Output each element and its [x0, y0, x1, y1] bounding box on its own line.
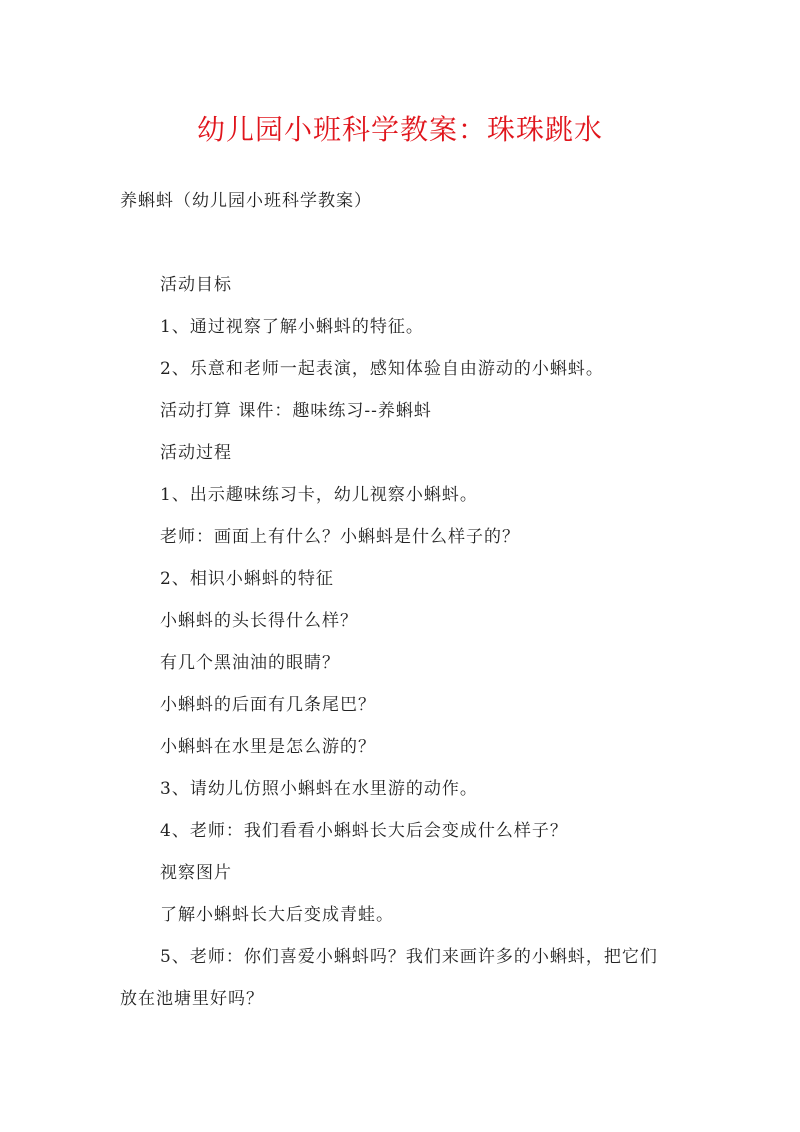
document-subtitle: 养蝌蚪（幼儿园小班科学教案）: [120, 191, 372, 211]
process-step: 2、相识小蝌蚪的特征: [160, 569, 334, 589]
paragraph-line: 视察图片: [160, 863, 232, 883]
goal-item: 2、乐意和老师一起表演，感知体验自由游动的小蝌蚪。: [160, 359, 604, 379]
section-heading-goals: 活动目标: [160, 275, 232, 295]
process-step: 1、出示趣味练习卡，幼儿视察小蝌蚪。: [160, 485, 478, 505]
document-title: 幼儿园小班科学教案：珠珠跳水: [196, 113, 603, 146]
paragraph-line: 小蝌蚪的后面有几条尾巴？: [160, 695, 376, 715]
paragraph-line: 了解小蝌蚪长大后变成青蛙。: [160, 905, 394, 925]
paragraph-line: 老师：画面上有什么？小蝌蚪是什么样子的？: [160, 527, 520, 547]
process-step: 4、老师：我们看看小蝌蚪长大后会变成什么样子？: [160, 821, 568, 841]
preparation-line: 活动打算 课件：趣味练习--养蝌蚪: [160, 401, 432, 421]
goal-item: 1、通过视察了解小蝌蚪的特征。: [160, 317, 424, 337]
paragraph-line: 小蝌蚪在水里是怎么游的？: [160, 737, 376, 757]
paragraph-line: 小蝌蚪的头长得什么样？: [160, 611, 358, 631]
process-step: 3、请幼儿仿照小蝌蚪在水里游的动作。: [160, 779, 478, 799]
process-step: 5、老师：你们喜爱小蝌蚪吗？我们来画许多的小蝌蚪，把它们: [160, 947, 658, 967]
section-heading-process: 活动过程: [160, 443, 232, 463]
paragraph-line: 有几个黑油油的眼睛？: [160, 653, 340, 673]
paragraph-line: 放在池塘里好吗？: [120, 989, 264, 1009]
